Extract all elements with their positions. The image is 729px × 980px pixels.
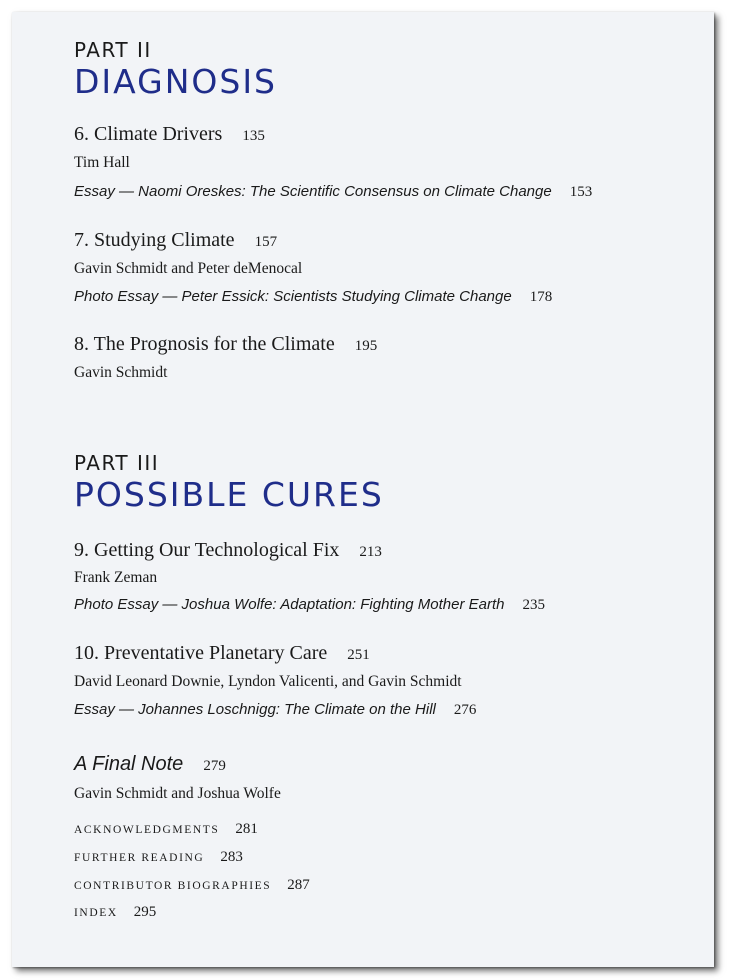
back-matter-page: 287 bbox=[287, 877, 310, 893]
essay-title: Essay — Johannes Loschnigg: The Climate on the Hill bbox=[74, 701, 436, 718]
essay-page: 276 bbox=[453, 702, 477, 718]
part-2-label: PART II bbox=[74, 38, 152, 62]
chapter-title: 8. The Prognosis for the Climate bbox=[74, 333, 335, 355]
back-matter-acknowledgments[interactable] bbox=[74, 821, 258, 838]
back-matter-page: 295 bbox=[133, 904, 157, 920]
final-note-title: A Final Note bbox=[74, 753, 184, 775]
final-note-page: 279 bbox=[203, 758, 226, 774]
chapter-title: 7. Studying Climate bbox=[74, 229, 235, 251]
back-matter-label: FURTHER READING bbox=[74, 852, 205, 864]
chapter-title: 10. Preventative Planetary Care bbox=[74, 642, 328, 664]
essay-entry[interactable] bbox=[74, 288, 552, 306]
part-3-title: POSSIBLE CURES bbox=[74, 475, 384, 514]
back-matter-page: 281 bbox=[235, 821, 258, 837]
final-note-entry[interactable] bbox=[74, 753, 226, 776]
part-3-label: PART III bbox=[74, 451, 160, 475]
essay-page: 153 bbox=[569, 184, 593, 200]
back-matter-label: CONTRIBUTOR BIOGRAPHIES bbox=[74, 880, 272, 892]
chapter-title: 9. Getting Our Technological Fix bbox=[74, 539, 340, 561]
essay-page: 235 bbox=[522, 597, 546, 613]
chapter-author: Frank Zeman bbox=[74, 569, 158, 586]
toc-page bbox=[12, 12, 714, 967]
chapter-7-entry[interactable] bbox=[74, 229, 277, 252]
essay-entry[interactable] bbox=[74, 701, 476, 719]
chapter-author: Gavin Schmidt bbox=[74, 364, 168, 381]
chapter-author: Gavin Schmidt and Peter deMenocal bbox=[74, 260, 303, 277]
chapter-8-entry[interactable] bbox=[74, 333, 377, 356]
back-matter-contributor-biographies[interactable] bbox=[74, 877, 310, 894]
chapter-author: Tim Hall bbox=[74, 154, 130, 171]
chapter-6-entry[interactable] bbox=[74, 123, 265, 146]
chapter-page: 195 bbox=[354, 338, 378, 354]
part-2-title: DIAGNOSIS bbox=[74, 62, 277, 101]
essay-title: Essay — Naomi Oreskes: The Scientific Consensus on Climate Change bbox=[74, 183, 552, 200]
back-matter-page: 283 bbox=[220, 849, 243, 865]
chapter-9-entry[interactable] bbox=[74, 539, 382, 562]
chapter-page: 251 bbox=[347, 647, 370, 663]
final-note-author: Gavin Schmidt and Joshua Wolfe bbox=[74, 785, 281, 802]
back-matter-index[interactable] bbox=[74, 904, 156, 921]
chapter-10-entry[interactable] bbox=[74, 642, 370, 665]
back-matter-label: ACKNOWLEDGMENTS bbox=[74, 824, 220, 836]
essay-page: 178 bbox=[529, 289, 553, 305]
back-matter-label: INDEX bbox=[74, 907, 118, 919]
chapter-page: 135 bbox=[242, 128, 265, 144]
essay-entry[interactable] bbox=[74, 596, 545, 614]
chapter-page: 157 bbox=[254, 234, 278, 250]
essay-title: Photo Essay — Peter Essick: Scientists Studying Climate Change bbox=[74, 288, 512, 305]
chapter-title: 6. Climate Drivers bbox=[74, 123, 223, 145]
essay-title: Photo Essay — Joshua Wolfe: Adaptation: Fighting Mother Earth bbox=[74, 596, 505, 613]
essay-entry[interactable] bbox=[74, 183, 592, 201]
chapter-author: David Leonard Downie, Lyndon Valicenti, and Gavin Schmidt bbox=[74, 673, 462, 690]
back-matter-further-reading[interactable] bbox=[74, 849, 243, 866]
chapter-page: 213 bbox=[359, 544, 382, 560]
